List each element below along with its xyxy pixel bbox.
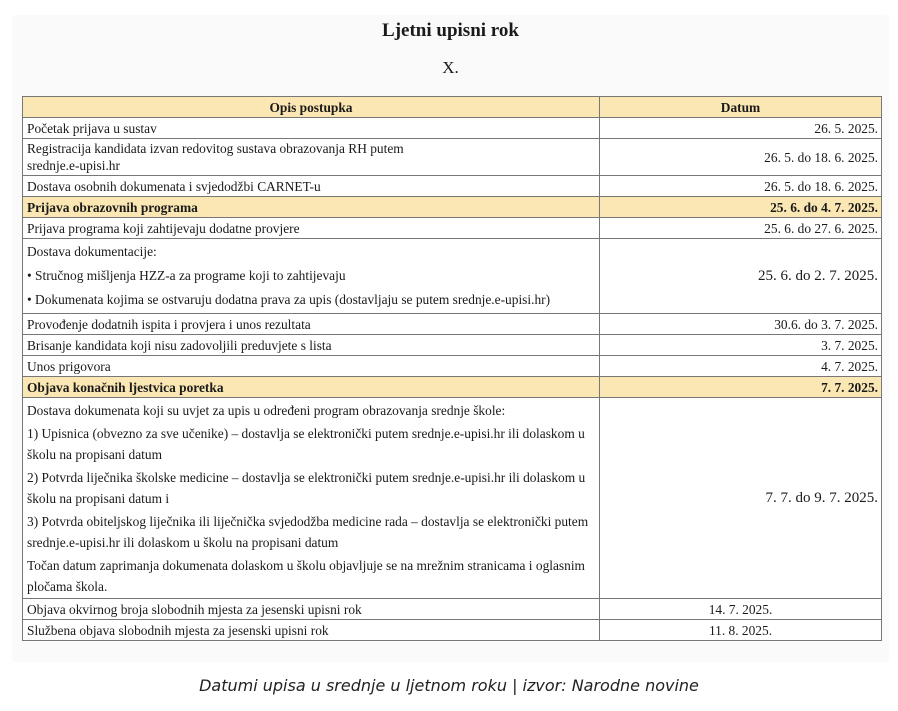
row-description: Prijava obrazovnih programa bbox=[23, 197, 600, 218]
row-description: Provođenje dodatnih ispita i provjera i unos rezultata bbox=[23, 314, 600, 335]
row-date: 26. 5. 2025. bbox=[600, 118, 882, 139]
row-text-line: Dostava dokumenata koji su uvjet za upis u određeni program obrazovanja srednje škole: bbox=[27, 402, 506, 418]
table-row bbox=[23, 176, 882, 197]
table-row bbox=[23, 239, 882, 314]
row-date: 3. 7. 2025. bbox=[600, 335, 882, 356]
row-description: Objava okvirnog broja slobodnih mjesta za jesenski upisni rok bbox=[23, 599, 600, 620]
row-date: 4. 7. 2025. bbox=[600, 356, 882, 377]
row-text-line: 3) Potvrda obiteljskog liječnika ili liječnička svjedodžba medicine rada – dostavlja se elektronički putem srednje.e-upisi.hr ili dolaskom u školu na propisani datum bbox=[27, 513, 589, 550]
row-text-line: 1) Upisnica (obvezno za sve učenike) – dostavlja se elektronički putem srednje.e-upisi.hr ili dolaskom u školu na propisani datum bbox=[27, 425, 585, 462]
table-row bbox=[23, 356, 882, 377]
row-date: 7. 7. do 9. 7. 2025. bbox=[600, 398, 882, 599]
table-row-highlighted bbox=[23, 377, 882, 398]
row-description: Početak prijava u sustav bbox=[23, 118, 600, 139]
row-text-line: 2) Potvrda liječnika školske medicine – dostavlja se elektronički putem srednje.e-upisi.hr ili dolaskom u školu na propisani datum i bbox=[27, 469, 586, 506]
row-text-line: Dostava dokumentacije: bbox=[27, 244, 157, 259]
table-row bbox=[23, 599, 882, 620]
document-image bbox=[12, 15, 889, 662]
table-row bbox=[23, 139, 882, 176]
row-description bbox=[23, 239, 600, 314]
row-text-line: • Dokumenata kojima se ostvaruju dodatna prava za upis (dostavljaju se putem srednje.e-upisi.hr) bbox=[27, 292, 551, 307]
row-date: 25. 6. do 4. 7. 2025. bbox=[600, 197, 882, 218]
page-title: Ljetni upisni rok bbox=[382, 20, 519, 41]
row-text-line: • Stručnog mišljenja HZZ-a za programe koji to zahtijevaju bbox=[27, 268, 346, 283]
row-description: Brisanje kandidata koji nisu zadovoljili preduvjete s lista bbox=[23, 335, 600, 356]
table-row bbox=[23, 314, 882, 335]
row-date: 26. 5. do 18. 6. 2025. bbox=[600, 139, 882, 176]
row-description: Unos prigovora bbox=[23, 356, 600, 377]
row-text-line: Točan datum zaprimanja dokumenata dolaskom u školu objavljuje se na mrežnim stranicama i oglasnim pločama škola. bbox=[27, 557, 585, 594]
row-description: Službena objava slobodnih mjesta za jesenski upisni rok bbox=[23, 620, 600, 641]
row-date: 25. 6. do 2. 7. 2025. bbox=[600, 239, 882, 314]
section-number: X. bbox=[442, 58, 459, 77]
row-date: 11. 8. 2025. bbox=[600, 620, 882, 641]
row-date: 25. 6. do 27. 6. 2025. bbox=[600, 218, 882, 239]
header-description: Opis postupka bbox=[23, 97, 600, 118]
dates-table bbox=[22, 96, 882, 641]
table-row bbox=[23, 620, 882, 641]
table-row bbox=[23, 218, 882, 239]
row-date: 7. 7. 2025. bbox=[600, 377, 882, 398]
header-date: Datum bbox=[600, 97, 882, 118]
row-date: 26. 5. do 18. 6. 2025. bbox=[600, 176, 882, 197]
row-date: 14. 7. 2025. bbox=[600, 599, 882, 620]
table-row bbox=[23, 398, 882, 599]
row-description: Dostava osobnih dokumenata i svjedodžbi CARNET-u bbox=[23, 176, 600, 197]
table-row-highlighted bbox=[23, 197, 882, 218]
image-caption: Datumi upisa u srednje u ljetnom roku | izvor: Narodne novine bbox=[199, 676, 699, 695]
row-description: Prijava programa koji zahtijevaju dodatne provjere bbox=[23, 218, 600, 239]
row-description bbox=[23, 398, 600, 599]
row-description: Objava konačnih ljestvica poretka bbox=[23, 377, 600, 398]
table-row bbox=[23, 335, 882, 356]
row-date: 30.6. do 3. 7. 2025. bbox=[600, 314, 882, 335]
row-description: Registracija kandidata izvan redovitog sustava obrazovanja RH putem srednje.e-upisi.hr bbox=[23, 139, 600, 176]
table-row bbox=[23, 118, 882, 139]
